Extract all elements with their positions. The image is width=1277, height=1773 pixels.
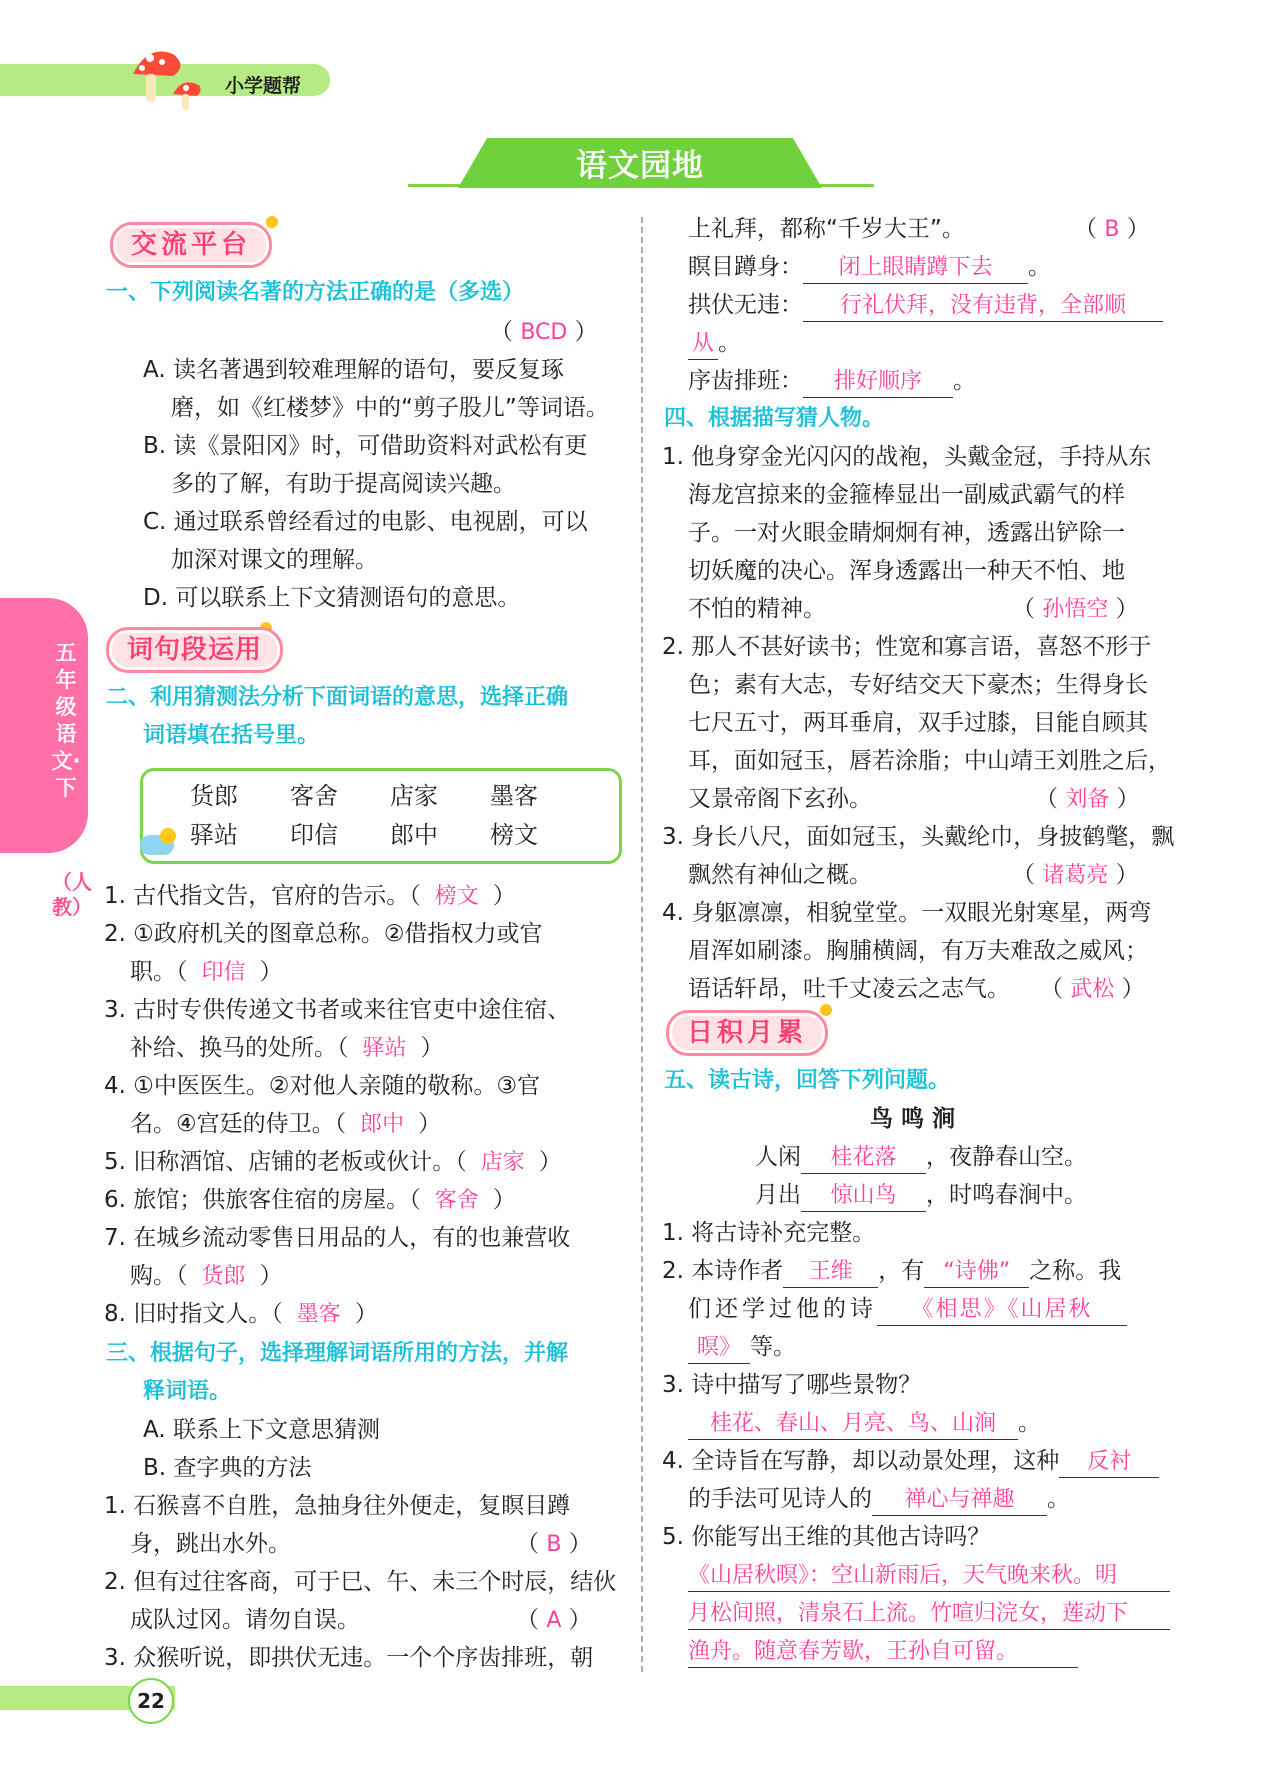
q5-item: 2. 本诗作者 王维 ，有 “诗佛” 之称。我 [662, 1252, 1121, 1290]
q3-answer: B [546, 1532, 562, 1557]
q3-option-a: A. 联系上下文意思猜测 [143, 1417, 380, 1443]
q1-line: 磨，如《红楼梦》中的“剪子股儿”等词语。 [171, 395, 609, 421]
q4-text: 3. 身长八尺，面如冠玉，头戴纶巾，身披鹤氅，飘 [662, 824, 1175, 850]
q3-answer: B [1104, 217, 1120, 242]
q2-item: 1. 古代指文告，官府的告示。（ 榜文 ） [104, 883, 516, 909]
q4-answer-bracket: （ 诸葛亮 ） [1012, 862, 1139, 888]
q2-answer: 郎中 [360, 1112, 405, 1137]
q1-line: B. 读《景阳冈》时，可借助资料对武松有更 [143, 433, 588, 459]
q4-text: 眉浑如刷漆。胸脯横阔，有万夫难敌之威风； [688, 938, 1148, 964]
q2-item: 7. 在城乡流动零售日用品的人，有的也兼营收 [104, 1225, 571, 1251]
q3-sentence: 2. 但有过往客商，可于巳、午、未三个时辰，结伙 [104, 1569, 617, 1595]
q1-line: 加深对课文的理解。 [171, 547, 378, 573]
q4-text: 色；素有大志，专好结交天下豪杰；生得身长 [688, 672, 1148, 698]
q5-answer-line: 月松间照，清泉石上流。竹喧归浣女，莲动下 [688, 1594, 1170, 1632]
poem-line: 月出 惊山鸟 ，时鸣春涧中。 [755, 1176, 1087, 1214]
q5-answer: 暝》 [688, 1333, 750, 1364]
word-bank-item: 驿站 [190, 821, 238, 849]
q2-answer: 榜文 [434, 884, 479, 909]
q1-answer-bracket: （ BCD ） [490, 319, 598, 345]
question-1: 一、下列阅读名著的方法正确的是（多选） [106, 280, 525, 305]
q2-answer: 墨客 [296, 1302, 341, 1327]
q5-item: 4. 全诗旨在写静，却以动景处理，这种 反衬 [662, 1442, 1159, 1480]
q3-word-answer: 排好顺序 [803, 367, 953, 398]
question-2-cont: 词语填在括号里。 [143, 723, 320, 748]
badge-dot-icon [266, 216, 278, 228]
word-bank-item: 货郎 [190, 782, 238, 810]
column-divider [641, 217, 643, 1672]
page-number: 22 [128, 1678, 174, 1724]
q4-answer-bracket: （ 孙悟空 ） [1012, 596, 1139, 622]
side-grade-label: 五年级语文·下 [51, 641, 81, 800]
poem-answer: 惊山鸟 [801, 1181, 926, 1212]
q5-item-cont: 桂花、春山、月亮、鸟、山涧 。 [688, 1404, 1041, 1442]
q5-item-cont: 们还学过他的诗 《相思》《山居秋 [688, 1290, 1127, 1328]
q5-answer: “诗佛” [924, 1257, 1029, 1288]
word-bank-item: 印信 [290, 821, 338, 849]
q5-item-cont: 暝》 等。 [688, 1328, 796, 1366]
q1-line: A. 读名著遇到较难理解的语句，要反复琢 [143, 357, 564, 383]
q1-line: 多的了解，有助于提高阅读兴趣。 [171, 471, 516, 497]
q5-answer: 桂花、春山、月亮、鸟、山涧 [688, 1409, 1018, 1440]
q4-answer: 刘备 [1065, 787, 1110, 812]
q3-word-answer: 行礼伏拜，没有违背，全部顺 [803, 291, 1163, 322]
badge-jiaoliu: 交流平台 [110, 222, 272, 268]
badge-dot-icon [820, 1004, 832, 1016]
q4-text: 不怕的精神。 [688, 596, 826, 622]
q3-word-cont: 从 。 [688, 324, 741, 362]
q2-item-cont: 职。（ 印信 ） [130, 959, 283, 985]
mushroom-icon [128, 44, 228, 114]
question-5: 五、读古诗，回答下列问题。 [664, 1068, 951, 1093]
q5-item-cont: 的手法可见诗人的 禅心与禅趣 。 [688, 1480, 1070, 1518]
q3-word: 序齿排班： 排好顺序 。 [688, 362, 976, 400]
q3-sentence: 3. 众猴听说，即拱伏无违。一个个序齿排班，朝 [104, 1645, 594, 1671]
q5-answer: 禅心与禅趣 [872, 1485, 1047, 1516]
q1-line: C. 通过联系曾经看过的电影、电视剧，可以 [143, 509, 588, 535]
q2-answer: 店家 [480, 1150, 525, 1175]
q3-word-answer: 从 [688, 329, 718, 360]
q1-line: D. 可以联系上下文猜测语句的意思。 [143, 585, 521, 611]
q2-item: 4. ①中医医生。②对他人亲随的敬称。③官 [104, 1073, 541, 1099]
q3-answer-bracket: （ B ） [1074, 216, 1150, 242]
q5-answer-line: 《山居秋暝》：空山新雨后，天气晚来秋。明 [688, 1556, 1170, 1594]
poem-answer: 桂花落 [801, 1143, 926, 1174]
q3-option-b: B. 查字典的方法 [143, 1455, 312, 1481]
q5-item: 5. 你能写出王维的其他古诗吗？ [662, 1524, 991, 1550]
q2-item: 3. 古时专供传递文书者或来往官吏中途住宿、 [104, 997, 571, 1023]
q4-text: 耳，面如冠玉，唇若涂脂；中山靖王刘胜之后， [688, 748, 1171, 774]
q4-text: 子。一对火眼金睛炯炯有神，透露出铲除一 [688, 520, 1125, 546]
q5-answer: 反衬 [1059, 1447, 1159, 1478]
q3-sentence: 1. 石猴喜不自胜，急抽身往外便走，复瞑目蹲 [104, 1493, 571, 1519]
q3-answer-bracket: （ A ） [516, 1607, 592, 1633]
q3-answer-bracket: （ B ） [516, 1531, 592, 1557]
question-3-cont: 释词语。 [143, 1379, 232, 1404]
q5-item: 3. 诗中描写了哪些景物？ [662, 1372, 922, 1398]
q4-answer-bracket: （ 刘备 ） [1035, 786, 1140, 812]
q2-answer: 驿站 [362, 1036, 407, 1061]
q4-text: 语话轩昂，吐千丈凌云之志气。 [688, 976, 1010, 1002]
word-bank-item: 郎中 [390, 821, 438, 849]
q4-text: 切妖魔的决心。浑身透露出一种天不怕、地 [688, 558, 1125, 584]
q2-answer: 印信 [201, 960, 246, 985]
q3-word-answer: 闭上眼睛蹲下去 [803, 253, 1028, 284]
q2-answer: 货郎 [201, 1264, 246, 1289]
badge-rijiyuelei: 日积月累 [666, 1010, 828, 1056]
side-edition-label: （人教） [52, 870, 92, 919]
poem-line: 人闲 桂花落 ，夜静春山空。 [755, 1138, 1087, 1176]
q2-item-cont: 名。④宫廷的侍卫。（ 郎中 ） [130, 1111, 442, 1137]
q1-answer: BCD [520, 320, 568, 345]
word-bank-item: 墨客 [490, 782, 538, 810]
q2-item: 6. 旅馆；供旅客住宿的房屋。（ 客舍 ） [104, 1187, 516, 1213]
q2-item: 2. ①政府机关的图章总称。②借指权力或官 [104, 921, 543, 947]
q5-answer: 王维 [783, 1257, 878, 1288]
q4-answer: 诸葛亮 [1042, 863, 1109, 888]
q3-answer: A [546, 1608, 562, 1633]
q4-text: 1. 他身穿金光闪闪的战袍，头戴金冠，手持从东 [662, 444, 1152, 470]
word-bank-item: 店家 [390, 782, 438, 810]
q5-answer: 《相思》《山居秋 [877, 1295, 1127, 1326]
q4-answer: 孙悟空 [1042, 597, 1109, 622]
page-title: 语文园地 [576, 148, 704, 184]
q4-answer-bracket: （ 武松 ） [1040, 976, 1145, 1002]
q4-text: 飘然有神仙之概。 [688, 862, 872, 888]
word-bank-item: 客舍 [290, 782, 338, 810]
q3-word: 瞑目蹲身： 闭上眼睛蹲下去 。 [688, 248, 1051, 286]
q4-answer: 武松 [1070, 977, 1115, 1002]
q4-text: 又景帝阁下玄孙。 [688, 786, 872, 812]
question-2: 二、利用猜测法分析下面词语的意思，选择正确 [106, 685, 569, 710]
poem-title: 鸟 鸣 涧 [870, 1106, 956, 1132]
question-3: 三、根据句子，选择理解词语所用的方法，并解 [106, 1341, 569, 1366]
q2-item-cont: 购。（ 货郎 ） [130, 1263, 283, 1289]
sun-icon [160, 828, 176, 844]
badge-cijuduan: 词句段运用 [106, 627, 283, 673]
q2-item-cont: 补给、换马的处所。（ 驿站 ） [130, 1035, 444, 1061]
q2-item: 8. 旧时指文人。（ 墨客 ） [104, 1301, 378, 1327]
q5-item: 1. 将古诗补充完整。 [662, 1220, 876, 1246]
word-bank-item: 榜文 [490, 821, 538, 849]
q3-sentence-cont: 成队过冈。请勿自误。 [130, 1607, 360, 1633]
q2-item: 5. 旧称酒馆、店铺的老板或伙计。（ 店家 ） [104, 1149, 562, 1175]
q5-answer-line: 渔舟。随意春芳歇，王孙自可留。 [688, 1632, 1078, 1670]
q3-word: 拱伏无违： 行礼伏拜，没有违背，全部顺 [688, 286, 1163, 324]
q2-answer: 客舍 [434, 1188, 479, 1213]
q4-text: 4. 身躯凛凛，相貌堂堂。一双眼光射寒星，两弯 [662, 900, 1152, 926]
question-4: 四、根据描写猜人物。 [664, 406, 885, 431]
q4-text: 七尺五寸，两耳垂肩，双手过膝，目能自顾其 [688, 710, 1148, 736]
brand-name: 小学题帮 [225, 75, 302, 97]
q4-text: 2. 那人不甚好读书；性宽和寡言语，喜怒不形于 [662, 634, 1152, 660]
q3-sentence-cont: 身，跳出水外。 [130, 1531, 291, 1557]
q3-sentence-cont: 上礼拜，都称“千岁大王”。 [688, 216, 965, 242]
q4-text: 海龙宫掠来的金箍棒显出一副威武霸气的样 [688, 482, 1125, 508]
